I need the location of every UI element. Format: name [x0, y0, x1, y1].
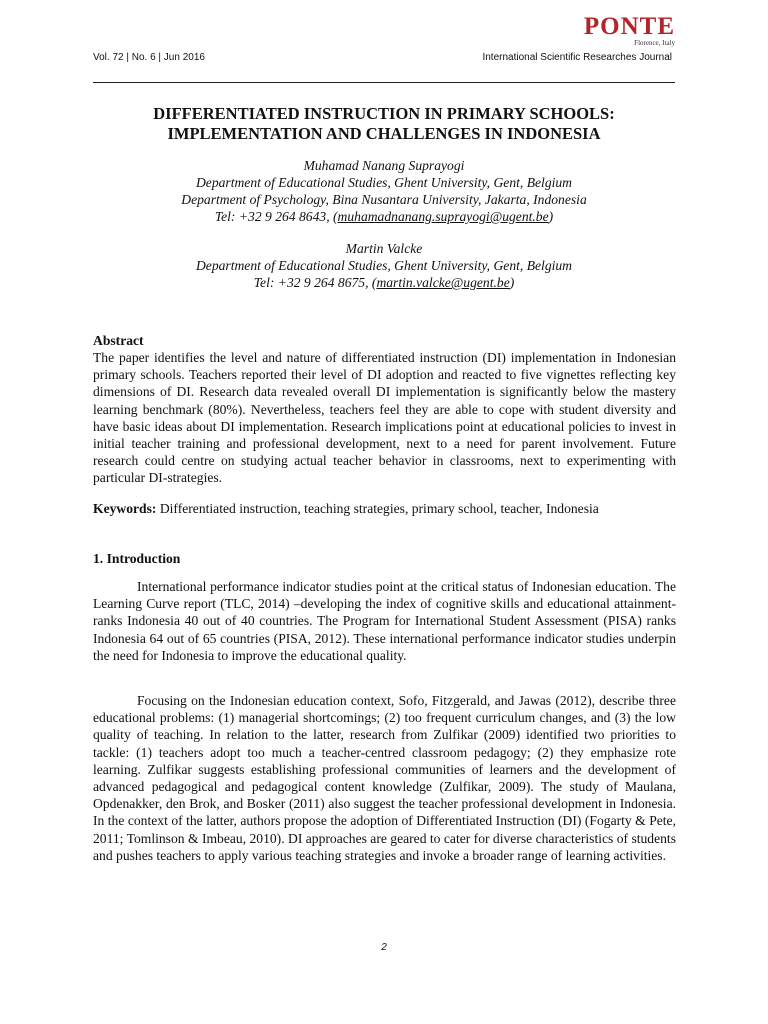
journal-logo — [583, 14, 675, 47]
abstract-text: The paper identifies the level and nature of differentiated instruction (DI) implementation in Indonesian primary schools. Teachers reported their level of DI adoption and reacted to five vignettes reflecting key dimensions of DI. Research data revealed overall DI implementation is significantly below the mastery learning benchmark (80%). Nevertheless, teachers feel they are able to cope with student diversity and have basic ideas about DI implementation. Research implications point at educational policies to invest in initial teacher training and professional development, next to a need for parent involvement. Future research could centre on studying actual teacher behavior in classrooms, next to experimenting with particular DI-strategies. — [93, 350, 676, 486]
paper-title — [93, 104, 675, 144]
issue-info: Vol. 72 | No. 6 | Jun 2016 — [93, 52, 205, 63]
author-tel-suffix: ) — [548, 209, 554, 224]
author-affiliation: Department of Psychology, Bina Nusantara University, Jakarta, Indonesia — [181, 192, 587, 207]
keywords — [93, 500, 676, 517]
keywords-label: Keywords: — [93, 501, 157, 516]
author-affiliation: Department of Educational Studies, Ghent University, Gent, Belgium — [195, 175, 573, 190]
author-email-link[interactable]: muhamadnanang.suprayogi@ugent.be — [337, 209, 549, 224]
author-email-link[interactable]: martin.valcke@ugent.be — [376, 275, 510, 290]
author-contact — [93, 208, 675, 225]
author-name: Muhamad Nanang Suprayogi — [303, 158, 465, 173]
author-tel: Tel: +32 9 264 8675, ( — [253, 275, 377, 290]
author-block-1 — [93, 157, 675, 225]
introduction-paragraph-2: Focusing on the Indonesian education context, Sofo, Fitzgerald, and Jawas (2012), describe three educational problems: (1) managerial shortcomings; (2) too frequent curriculum changes, and (3) the low quality of teaching. In relation to the latter, research from Zulfikar (2009) identified two priorities to tackle: (1) teachers adopt too much a teacher-centred classroom pedagogy; (2) they emphasize rote learning. Zulfikar suggests establishing professional communities of learners and the development of advanced pedagogical and pedagogical content knowledge (Zulfikar, 2009). The study of Maulana, Opdenakker, den Brok, and Bosker (2011) also suggest the teacher professional development in Indonesia. In the context of the latter, authors propose the adoption of Differentiated Instruction (DI) (Fogarty & Pete, 2011; Tomlinson & Imbeau, 2010). DI approaches are geared to cater for diverse characteristics of students and pushes teachers to apply various teaching strategies and invoke a broader range of learning activities. — [93, 693, 676, 863]
title-line-1: DIFFERENTIATED INSTRUCTION IN PRIMARY SCHOOLS: — [153, 104, 615, 123]
page-number: 2 — [381, 942, 387, 953]
author-contact — [93, 274, 675, 291]
author-tel: Tel: +32 9 264 8643, ( — [214, 209, 338, 224]
logo-subline: Florence, Italy — [634, 39, 675, 47]
author-name: Martin Valcke — [345, 241, 423, 256]
author-tel-suffix: ) — [509, 275, 515, 290]
author-affiliation: Department of Educational Studies, Ghent University, Gent, Belgium — [195, 258, 573, 273]
abstract-heading: Abstract — [93, 333, 144, 348]
keywords-text: Differentiated instruction, teaching strategies, primary school, teacher, Indonesia — [156, 501, 599, 516]
title-line-2: IMPLEMENTATION AND CHALLENGES IN INDONESIA — [167, 124, 601, 143]
logo-wordmark: PONTE — [583, 13, 675, 40]
header-divider — [93, 82, 675, 83]
journal-name: International Scientific Researches Journal — [482, 52, 672, 63]
introduction-paragraph-1: International performance indicator studies point at the critical status of Indonesian education. The Learning Curve report (TLC, 2014) –developing the index of cognitive skills and educational attainment- ranks Indonesia 40 out of 40 countries. The Program for International Student Assessment (PISA) ranks Indonesia 64 out of 65 countries (PISA, 2012). These international performance indicator studies underpin the need for Indonesia to improve the educational quality. — [93, 579, 676, 663]
author-block-2 — [93, 240, 675, 291]
introduction-heading: 1. Introduction — [93, 551, 181, 566]
